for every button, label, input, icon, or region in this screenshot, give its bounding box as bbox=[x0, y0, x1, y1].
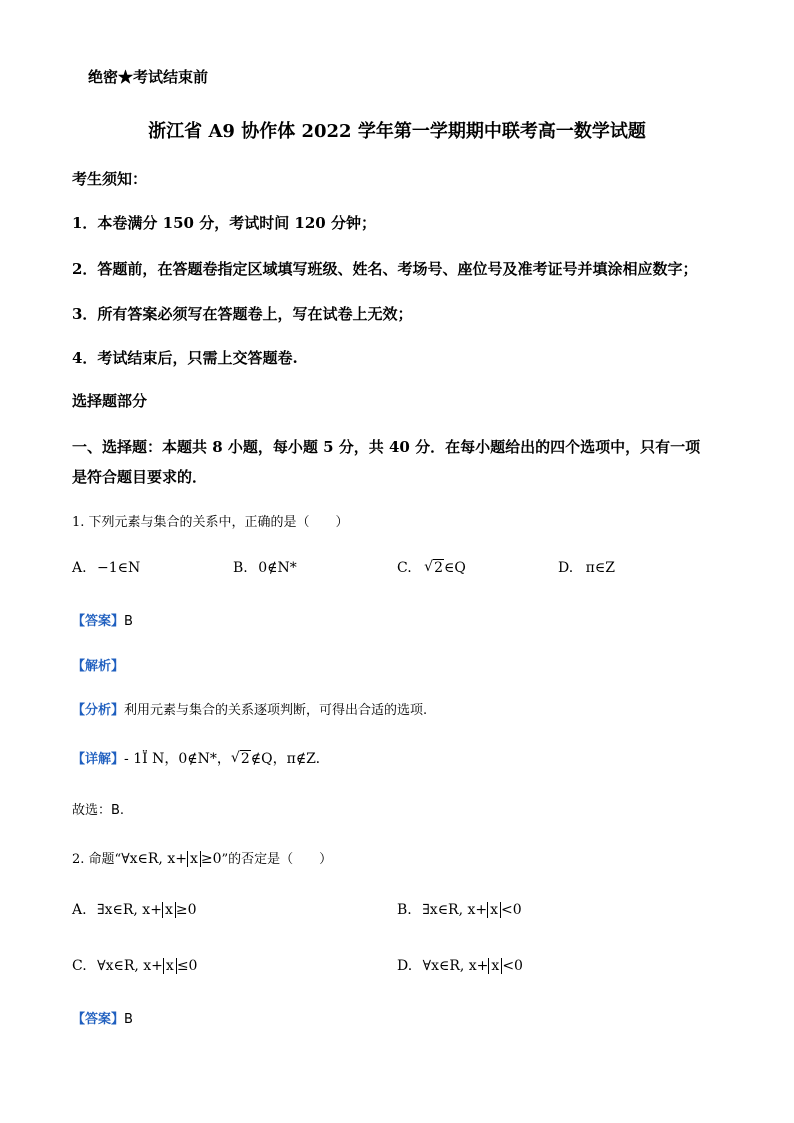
q2-stem-post: ”的否定是（ ） bbox=[221, 852, 333, 867]
q2-option-c-pre: ∀x∈R, x+ bbox=[97, 958, 163, 974]
q2-option-b bbox=[397, 902, 522, 918]
q2-option-d-abs: x bbox=[488, 958, 502, 974]
q2-option-b-pre: ∃x∈R, x+ bbox=[422, 902, 488, 918]
q2-option-c-abs: x bbox=[163, 958, 177, 974]
q1-option-b-text: 0∉N* bbox=[258, 560, 297, 576]
q1-analysis-tag: 【解析】 bbox=[72, 659, 125, 674]
sqrt-icon bbox=[424, 560, 444, 576]
secret-label: 绝密★考试结束前 bbox=[88, 68, 209, 86]
q1-option-c-radicand: 2 bbox=[434, 560, 444, 576]
q1-fenxi-text: 利用元素与集合的关系逐项判断，可得出合适的选项. bbox=[124, 703, 428, 718]
q1-detail-tag: 【详解】 bbox=[72, 752, 125, 767]
q2-option-b-label: B. bbox=[397, 902, 412, 918]
notice-item-2: 2．答题前，在答题卷指定区域填写班级、姓名、考场号、座位号及准考证号并填涂相应数字； bbox=[72, 260, 698, 278]
notice-item-3: 3．所有答案必须写在答题卷上，写在试卷上无效； bbox=[72, 305, 413, 323]
q2-option-a-abs: x bbox=[162, 902, 176, 918]
sqrt-icon bbox=[231, 751, 251, 767]
q2-option-a-pre: ∃x∈R, x+ bbox=[97, 902, 162, 918]
q1-answer bbox=[72, 610, 133, 629]
q1-option-d bbox=[558, 560, 615, 576]
q1-detail-text-b: ∉Q，π∉Z. bbox=[250, 751, 321, 767]
q1-option-b-label: B. bbox=[233, 560, 248, 576]
q2-stem bbox=[72, 848, 332, 867]
notice-item-4: 4．考试结束后，只需上交答题卷. bbox=[72, 349, 298, 367]
q2-option-c-label: C. bbox=[72, 958, 87, 974]
q2-stem-math-post: ≥0 bbox=[200, 851, 222, 867]
q1-fenxi bbox=[72, 699, 427, 718]
q2-option-c-post: ≤0 bbox=[176, 958, 198, 974]
q1-option-c-text: ∈Q bbox=[444, 560, 466, 576]
notice-item-1: 1．本卷满分 150 分，考试时间 120 分钟； bbox=[72, 214, 376, 232]
q2-option-b-post: <0 bbox=[501, 902, 522, 918]
section-instruction-line2: 是符合题目要求的． bbox=[72, 468, 208, 486]
q1-fenxi-tag: 【分析】 bbox=[72, 703, 125, 718]
q2-option-d-post: <0 bbox=[502, 958, 523, 974]
q2-stem-math-pre: ∀x∈R, x+ bbox=[121, 851, 187, 867]
q1-analysis bbox=[72, 655, 124, 674]
q1-detail-radicand: 2 bbox=[240, 751, 250, 767]
q2-answer-value: B bbox=[124, 1012, 133, 1027]
q1-conclusion: 故选：B. bbox=[72, 803, 125, 818]
q1-detail-text-a: - 1Ï N，0∉N*， bbox=[124, 751, 231, 767]
q2-answer-tag: 【答案】 bbox=[72, 1012, 125, 1027]
q1-option-c-label: C. bbox=[397, 560, 412, 576]
q1-option-d-label: D. bbox=[558, 560, 574, 576]
q1-stem: 1. 下列元素与集合的关系中，正确的是（ ） bbox=[72, 515, 349, 530]
page-title: 浙江省 A9 协作体 2022 学年第一学期期中联考高一数学试题 bbox=[148, 121, 646, 142]
q2-option-b-abs: x bbox=[487, 902, 501, 918]
section-part: 选择题部分 bbox=[72, 392, 148, 410]
q2-option-a-post: ≥0 bbox=[175, 902, 197, 918]
q2-stem-pre: 2. 命题“ bbox=[72, 852, 122, 867]
q2-option-a-label: A. bbox=[72, 902, 87, 918]
q2-option-d-label: D. bbox=[397, 958, 413, 974]
q1-option-a bbox=[72, 560, 140, 576]
q2-stem-abs: x bbox=[187, 851, 201, 867]
q1-detail bbox=[72, 748, 320, 768]
q2-answer bbox=[72, 1008, 133, 1027]
notice-heading: 考生须知： bbox=[72, 170, 148, 188]
section-instruction-line1: 一、选择题：本题共 8 小题，每小题 5 分，共 40 分．在每小题给出的四个选项中，只有一项 bbox=[72, 438, 701, 456]
q1-answer-value: B bbox=[124, 614, 133, 629]
q2-option-a bbox=[72, 902, 196, 918]
q2-option-d-pre: ∀x∈R, x+ bbox=[422, 958, 489, 974]
q1-option-c bbox=[397, 560, 466, 576]
q2-option-d bbox=[397, 958, 523, 974]
q1-option-b bbox=[233, 560, 297, 576]
q1-option-a-label: A. bbox=[72, 560, 87, 576]
q1-answer-tag: 【答案】 bbox=[72, 614, 125, 629]
q1-option-d-text: π∈Z bbox=[585, 560, 615, 576]
q1-option-a-text: −1∈N bbox=[97, 560, 141, 576]
q2-option-c bbox=[72, 958, 197, 974]
